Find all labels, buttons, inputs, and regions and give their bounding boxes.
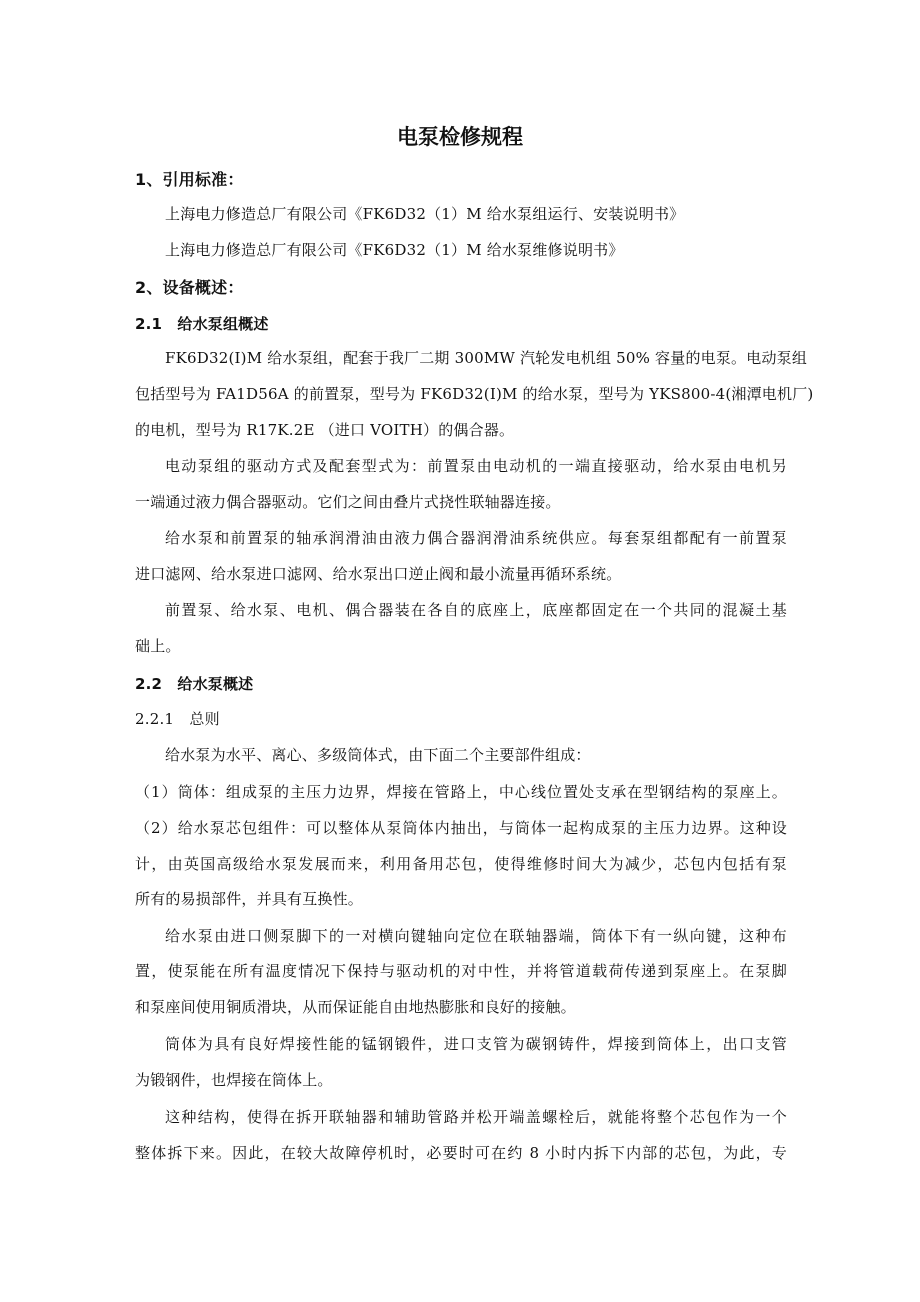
paragraph-line: 和泵座间使用铜质滑块，从而保证能自由地热膨胀和良好的接触。	[135, 998, 576, 1016]
section-heading-references: 1、引用标准：	[135, 170, 244, 189]
paragraph-line: 给水泵和前置泵的轴承润滑油由液力偶合器润滑油系统供应。每套泵组都配有一前置泵	[165, 529, 787, 547]
subsection-heading-pump-group: 2.1 给水泵组概述	[135, 315, 269, 333]
page-title: 电泵检修规程	[397, 125, 523, 149]
subsubsection-heading-general: 2.2.1 总则	[135, 710, 220, 728]
section-heading-overview: 2、设备概述：	[135, 278, 244, 297]
reference-item: 上海电力修造总厂有限公司《FK6D32（1）M 给水泵组运行、安装说明书》	[165, 205, 685, 223]
paragraph-line: 础上。	[135, 637, 181, 655]
reference-item: 上海电力修造总厂有限公司《FK6D32（1）M 给水泵维修说明书》	[165, 241, 624, 259]
list-item-line: 所有的易损部件，并具有互换性。	[135, 890, 364, 908]
paragraph-line: 为锻钢件，也焊接在筒体上。	[135, 1071, 333, 1089]
paragraph-line: 包括型号为 FA1D56A 的前置泵，型号为 FK6D32(I)M 的给水泵，型号为 YKS800-4(湘潭电机厂)	[135, 385, 814, 403]
paragraph-line: 置，使泵能在所有温度情况下保持与驱动机的对中性，并将管道载荷传递到泵座上。在泵脚	[135, 962, 787, 980]
subsection-heading-feed-pump: 2.2 给水泵概述	[135, 675, 254, 693]
paragraph-line: 的电机，型号为 R17K.2E （进口 VOITH）的偶合器。	[135, 421, 515, 439]
paragraph-line: 电动泵组的驱动方式及配套型式为：前置泵由电动机的一端直接驱动，给水泵由电机另	[165, 457, 787, 475]
paragraph-line: 给水泵由进口侧泵脚下的一对横向键轴向定位在联轴器端，筒体下有一纵向键，这种布	[165, 927, 787, 945]
list-item-line: 计，由英国高级给水泵发展而来，利用备用芯包，使得维修时间大为减少，芯包内包括有泵	[135, 855, 787, 873]
paragraph-line: FK6D32(I)M 给水泵组，配套于我厂二期 300MW 汽轮发电机组 50% 容量的电泵。电动泵组	[165, 349, 808, 367]
paragraph-line: 这种结构，使得在拆开联轴器和辅助管路并松开端盖螺栓后，就能将整个芯包作为一个	[165, 1108, 787, 1126]
paragraph-line: 整体拆下来。因此，在较大故障停机时，必要时可在约 8 小时内拆下内部的芯包，为此，专	[135, 1144, 787, 1162]
paragraph-line: 一端通过液力偶合器驱动。它们之间由叠片式挠性联轴器连接。	[135, 493, 561, 511]
paragraph-line: 进口滤网、给水泵进口滤网、给水泵出口逆止阀和最小流量再循环系统。	[135, 565, 622, 583]
paragraph-line: 前置泵、给水泵、电机、偶合器装在各自的底座上，底座都固定在一个共同的混凝土基	[165, 601, 787, 619]
paragraph-line: 给水泵为水平、离心、多级筒体式，由下面二个主要部件组成：	[165, 746, 591, 764]
list-item-line: （2）给水泵芯包组件：可以整体从泵筒体内抽出，与筒体一起构成泵的主压力边界。这种设	[135, 819, 787, 837]
paragraph-line: 筒体为具有良好焊接性能的锰钢锻件，进口支管为碳钢铸件，焊接到筒体上，出口支管	[165, 1035, 787, 1053]
list-item-line: （1）筒体：组成泵的主压力边界，焊接在管路上，中心线位置处支承在型钢结构的泵座上。	[135, 783, 787, 801]
